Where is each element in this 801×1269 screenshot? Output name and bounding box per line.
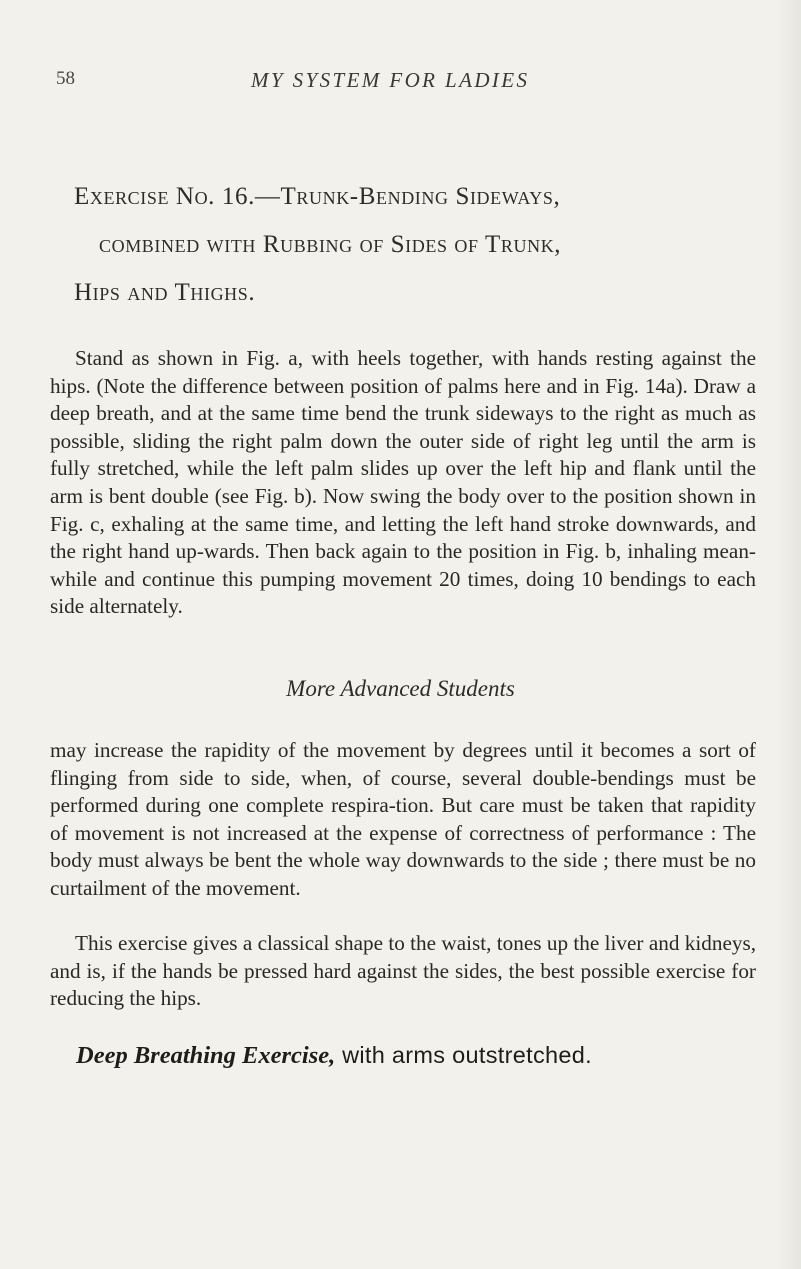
exercise-heading bbox=[74, 173, 754, 317]
page-number: 58 bbox=[56, 68, 75, 89]
page-edge-shadow bbox=[777, 0, 801, 1269]
deep-breathing-title: Deep Breathing Exercise, bbox=[76, 1042, 336, 1069]
heading-line-2: combined with Rubbing of Sides of Trunk, bbox=[99, 231, 562, 258]
deep-breathing-note: with arms outstretched. bbox=[335, 1042, 592, 1068]
deep-breathing-caption bbox=[76, 1042, 592, 1070]
instruction-paragraph: Stand as shown in Fig. a, with heels together, with hands resting against the hips. (Note the difference between position of palms here and in Fig. 14a). Draw a deep breath, and at the same time bend the trunk sideways to the right as much as possible, sliding the right palm down the outer side of right leg until the arm is fully stretched, while the left palm slides up over the left hip and flank until the arm is bent double (see Fig. b). Now swing the body over to the position shown in Fig. c, exhaling at the same time, and letting the left hand stroke downwards, and the right hand up-wards. Then back again to the position in Fig. b, inhaling mean-while and continue this pumping movement 20 times, doing 10 bendings to each side alternately. bbox=[50, 346, 756, 619]
running-title: MY SYSTEM FOR LADIES bbox=[251, 68, 530, 92]
running-head bbox=[56, 68, 756, 98]
advanced-students-subheading: More Advanced Students bbox=[286, 676, 515, 701]
advanced-paragraph: may increase the rapidity of the movement by degrees until it becomes a sort of flinging from side to side, when, of course, several double-bendings must be performed during one complete respira-tion. But care must be taken that rapidity of movement is not increased at the expense of correctness of performance : The body must always be bent the whole way downwards to the side ; there must be no curtailment of the movement. bbox=[50, 738, 756, 900]
benefit-paragraph: This exercise gives a classical shape to the waist, tones up the liver and kidneys, and is, if the hands be pressed hard against the sides, the best possible exercise for reducing the hips. bbox=[50, 931, 756, 1011]
heading-line-3: Hips and Thighs. bbox=[74, 279, 256, 306]
heading-line-1: Exercise No. 16.—Trunk-Bending Sideways, bbox=[74, 183, 561, 210]
